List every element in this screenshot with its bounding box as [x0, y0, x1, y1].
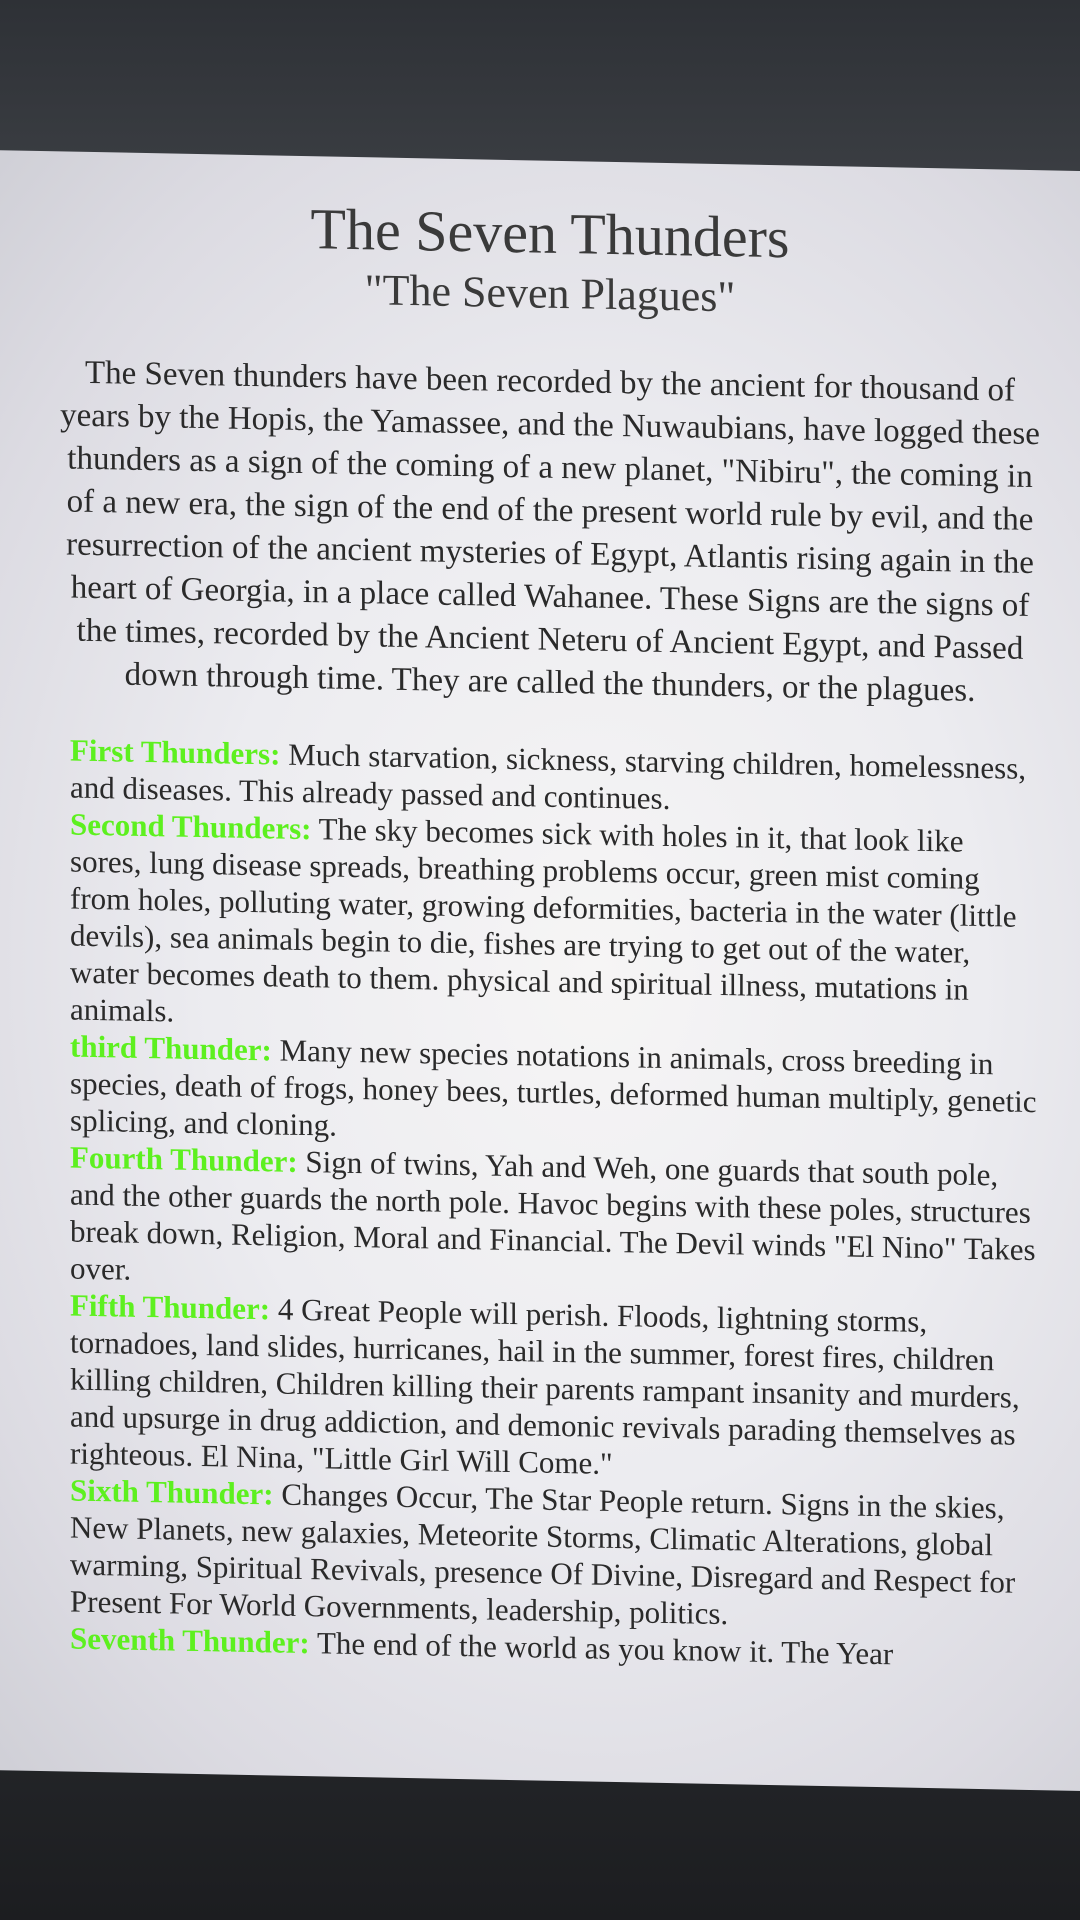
- thunder-item: [50, 1138, 1050, 1305]
- thunder-label: Sixth Thunder:: [70, 1472, 274, 1512]
- thunder-label: Fourth Thunder:: [70, 1139, 298, 1179]
- background-top: [0, 0, 1080, 170]
- thunder-label: Seventh Thunder:: [70, 1620, 310, 1661]
- thunder-label: third Thunder:: [70, 1028, 272, 1068]
- document-content: [50, 191, 1050, 1675]
- thunder-text: Changes Occur, The Star People return. Signs in the skies, New Planets, new galaxies, Meteorite Storms, Climatic Alterations, global warming, Spiritual Revivals, presence Of Divine, Disregard and Respect for Present For World Governments, leadership, politics.: [70, 1476, 1016, 1632]
- thunder-text: Sign of twins, Yah and Weh, one guards that south pole, and the other guards the north pole. Havoc begins with these poles, structures break down, Religion, Moral and Financial. The Devil winds "El Nino" Takes over.: [70, 1143, 1036, 1287]
- thunder-text: Much starvation, sickness, starving children, homelessness, and diseases. This already passed and continues.: [70, 736, 1027, 817]
- thunder-item: [50, 1471, 1050, 1638]
- thunder-text: The end of the world as you know it. The Year: [309, 1625, 894, 1672]
- thunder-text: 4 Great People will perish. Floods, lightning storms, tornadoes, land slides, hurricanes, hail in the summer, forest fires, children killing children, Children killing their parents rampant insanity and murders, and upsurge in drug addiction, and demonic revivals parading themselves as righteous. El Nina, "Little Girl Will Come.": [70, 1291, 1020, 1481]
- thunder-label: Second Thunders:: [70, 806, 312, 847]
- document-title: The Seven Thunders: [310, 196, 790, 271]
- thunder-text: Many new species notations in animals, cross breeding in species, death of frogs, honey bees, turtles, deformed human multiply, genetic splicing, and cloning.: [70, 1032, 1037, 1143]
- thunder-text: The sky becomes sick with holes in it, that look like sores, lung disease spreads, breathing problems occur, green mist coming from holes, polluting water, growing deformities, bacteria in the water (little devils), sea animals begin to die, fishes are trying to get out of the water, water becomes death to them. physical and spiritual illness, mutations in animals.: [70, 811, 1017, 1029]
- thunder-item: [50, 805, 1050, 1046]
- thunder-label: First Thunders:: [70, 732, 281, 772]
- thunder-item: [50, 1286, 1050, 1490]
- document-subtitle: "The Seven Plagues": [364, 265, 736, 322]
- thunder-item: [50, 1027, 1050, 1157]
- thunder-label: Fifth Thunder:: [70, 1287, 271, 1327]
- intro-paragraph: The Seven thunders have been recorded by the ancient for thousand of years by the Hopis, the Yamassee, and the Nuwaubians, have logged these thunders as a sign of the coming of a new planet, "Nibiru", the coming in of a new era, the sign of the end of the present world rule by evil, and the resurrection of the ancient mysteries of Egypt, Atlantis rising again in the heart of Georgia, in a place called Wahanee. These Signs are the signs of the times, recorded by the Ancient Neteru of Ancient Egypt, and Passed down through time. They are called the thunders, or the plagues.: [60, 354, 1040, 709]
- document-page: [0, 150, 1080, 1791]
